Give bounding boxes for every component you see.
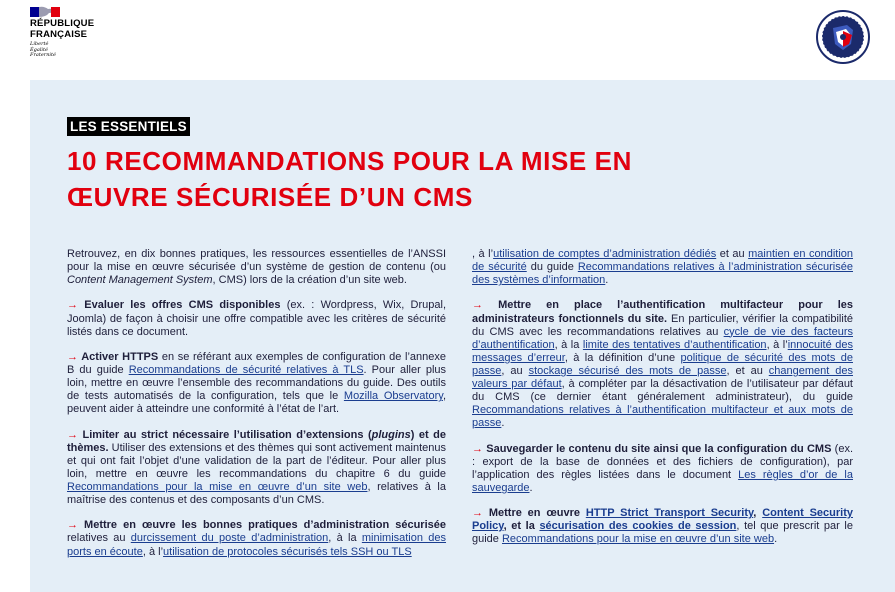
arrow-right-icon: → — [472, 299, 499, 312]
link-regles-or-sauvegarde[interactable]: Les règles d’or de la sauvegarde — [472, 468, 853, 494]
link-guide-site-web-2[interactable]: Recommandations pour la mise en œuvre d’un site web — [501, 533, 775, 546]
link-stockage-mots-de-passe[interactable]: stockage sécurisé des mots de passe — [528, 364, 727, 377]
left-column — [67, 248, 446, 571]
link-securisation-cookies[interactable]: sécurisation des cookies de session — [539, 520, 737, 533]
arrow-right-icon: → — [472, 507, 489, 520]
link-protocoles-securises[interactable]: utilisation de protocoles sécurisés tels SSH ou TLS — [163, 545, 412, 558]
link-recommandations-tls[interactable]: Recommandations de sécurité relatives à TLS — [128, 364, 364, 377]
devise: Liberté Égalité Fraternité — [30, 41, 56, 59]
link-guide-authentification-multifacteur[interactable]: Recommandations relatives à l’authentification multifacteur et aux mots de passe — [472, 404, 853, 430]
section-tag: LES ESSENTIELS — [67, 117, 190, 136]
link-durcissement-poste[interactable]: durcissement du poste d’administration — [130, 532, 329, 545]
recommendation-mfa: → Mettre en place l’authentification multifacteur pour les administrateurs fonctionnels du site. En particulier, vérifier la compatibilité du CMS avec les recommandations relatives au cycle de vie des facteurs d’authentification, à la limite des tentatives d’authentification, à l’innocuité des messages d’erreur, à la définition d’une politique de sécurité des mots de passe, au stockage sécurisé des mots de passe, et au changement des valeurs par défaut, à compléter par la désactivation de l’utilisateur par défaut du CMS (ce dernier étant généralement administrateur), du guide Recommandations relatives à l’authentification multifacteur et aux mots de passe. — [472, 299, 854, 430]
link-hsts[interactable]: HTTP Strict Transport Security — [585, 507, 754, 520]
link-limite-tentatives[interactable]: limite des tentatives d’authentification — [582, 338, 767, 351]
link-content-security-policy[interactable]: Content Security Policy — [472, 507, 853, 533]
link-maintien-condition-securite[interactable]: maintien en condition de sécurité — [472, 248, 853, 274]
republique-francaise-logo: RÉPUBLIQUE FRANÇAISE — [30, 18, 95, 40]
recommendation-hsts-csp: → Mettre en œuvre HTTP Strict Transport Security, Content Security Policy, et la sécurisation des cookies de session, tel que prescrit par le guide Recommandations pour la mise en œuvre d’un site web. — [472, 507, 853, 546]
header — [0, 0, 895, 78]
link-comptes-administration[interactable]: utilisation de comptes d’administration dédiés — [493, 248, 717, 260]
link-politique-mots-de-passe[interactable]: politique de sécurité des mots de passe — [472, 351, 853, 377]
link-changement-valeurs-defaut[interactable]: changement des valeurs par défaut — [472, 364, 853, 391]
link-mozilla-observatory[interactable]: Mozilla Observatory — [343, 390, 443, 403]
link-guide-administration-securisee[interactable]: Recommandations relatives à l’administration sécurisée des systèmes d’information — [472, 261, 853, 287]
link-innocuite-messages[interactable]: innocuité des messages d’erreur — [472, 338, 854, 364]
recommendation-administration: → Mettre en œuvre les bonnes pratiques d’administration sécurisée relatives au durcissement du poste d’administration, à la minimisation des ports en écoute, à l’utilisation de protocoles sécurisés tels SSH ou TLS — [67, 519, 447, 558]
page-title — [67, 143, 807, 215]
arrow-right-icon: → — [67, 519, 85, 532]
arrow-right-icon: → — [67, 428, 83, 441]
marianne-logo-icon — [30, 6, 60, 18]
arrow-right-icon: → — [67, 299, 85, 312]
page-title-line-1: 10 RECOMMANDATIONS POUR LA MISE EN — [67, 146, 632, 176]
arrow-right-icon: → — [67, 350, 82, 363]
recommendation-https: → Activer HTTPS en se référant aux exemples de configuration de l’annexe B du guide Recommandations de sécurité relatives à TLS. Pour aller plus loin, mettre en œuvre l’ensemble des recommandations du guide. Des outils de tests automatisés de la configuration, tels que le Mozilla Observatory, peuvent aider à atteindre une conformité à l’état de l’art. — [67, 350, 447, 416]
link-minimisation-ports[interactable]: minimisation des ports en écoute — [67, 532, 447, 558]
page-title-line-2: ŒUVRE SÉCURISÉE D’UN CMS — [67, 182, 473, 212]
link-guide-site-web[interactable]: Recommandations pour la mise en œuvre d’un site web — [67, 480, 368, 493]
right-column — [472, 248, 853, 559]
arrow-right-icon: → — [472, 442, 487, 455]
recommendation-extensions: → Limiter au strict nécessaire l’utilisation d’extensions (plugins) et de thèmes. Utiliser des extensions et des thèmes qui sont activement maintenus et qui ont fait l’objet d’une validation de la part de l’éditeur. Pour aller plus loin, mettre en œuvre les recommandations du chapitre 6 du guide Recommandations pour la mise en œuvre d’un site web, relatives à la maîtrise des contenus et des composants d’un CMS. — [67, 428, 446, 507]
anssi-logo-icon — [816, 10, 870, 64]
intro-paragraph: Retrouvez, en dix bonnes pratiques, les ressources essentielles de l’ANSSI pour la mise en œuvre sécurisée d’un système de gestion de contenu (ou Content Management System, CMS) lors de la création d’un site web. — [67, 248, 446, 287]
recommendation-sauvegarde: → Sauvegarder le contenu du site ainsi que la configuration du CMS (ex. : export de la base de données et des fichiers de configuration), par l’application des règles listées dans le document Les règles d’or de la sauvegarde. — [472, 442, 853, 494]
recommendation-evaluer-cms: → Evaluer les offres CMS disponibles (ex. : Wordpress, Wix, Drupal, Joomla) de façon à choisir une offre compatible avec les critères de sécurité listés dans ce document. — [67, 299, 446, 338]
recommendation-administration-continued: , à l’utilisation de comptes d’administration dédiés et au maintien en condition de sécurité du guide Recommandations relatives à l’administration sécurisée des systèmes d’information. — [472, 248, 853, 287]
link-cycle-de-vie-facteurs[interactable]: cycle de vie des facteurs d’authentification — [472, 325, 853, 351]
